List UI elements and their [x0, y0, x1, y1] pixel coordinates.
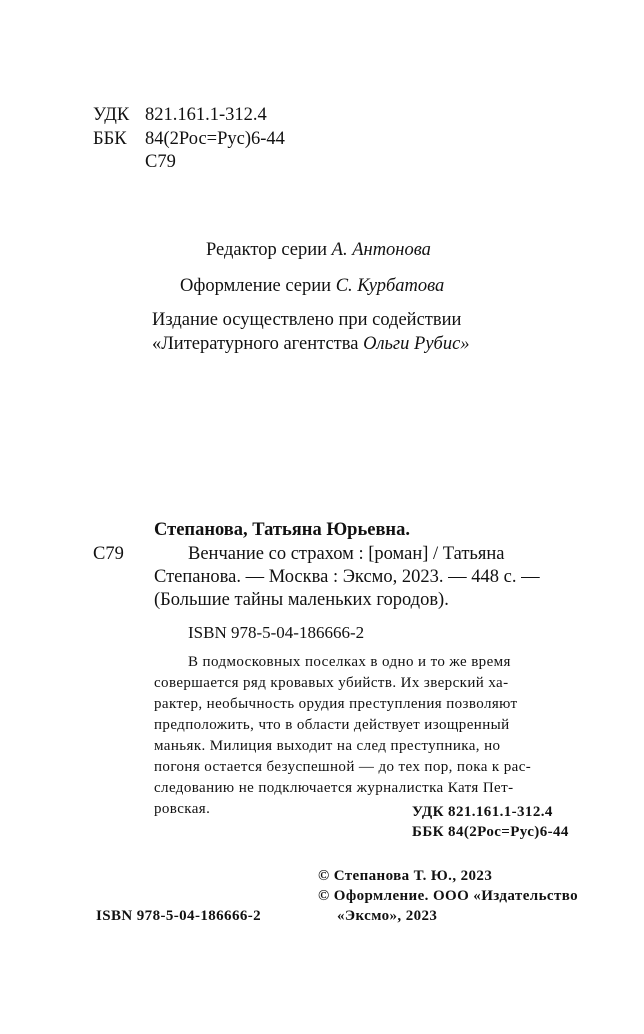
udk-label: УДК — [93, 105, 130, 125]
series-editor-label: Редактор серии — [206, 240, 328, 260]
bbk-label: ББК — [93, 129, 127, 149]
copyright-design-line-2: «Эксмо», 2023 — [337, 908, 438, 924]
bib-line-1: Венчание со страхом : [роман] / Татьяна — [188, 544, 505, 564]
support-line-1: Издание осуществлено при содействии — [152, 310, 462, 330]
author-heading: Степанова, Татьяна Юрьевна. — [154, 520, 410, 540]
agency-name: Ольги Рубис» — [363, 334, 470, 354]
annotation-line-5: маньяк. Милиция выходит на след преступника, но — [154, 738, 501, 754]
series-design-line — [180, 274, 444, 298]
udk-line-record: УДК 821.161.1-312.4 — [412, 804, 553, 820]
bbk-line-record: ББК 84(2Рос=Рус)6-44 — [412, 824, 569, 840]
author-sign-top: С79 — [145, 152, 176, 172]
isbn-record: ISBN 978-5-04-186666-2 — [188, 623, 365, 642]
bib-line-2: Степанова. — Москва : Эксмо, 2023. — 448 с. — — [154, 567, 540, 587]
bbk-value: 84(2Рос=Рус)6-44 — [145, 129, 285, 149]
copyright-author: © Степанова Т. Ю., 2023 — [318, 868, 493, 884]
series-editor-line — [206, 238, 431, 262]
bib-line-3: (Большие тайны маленьких городов). — [154, 590, 449, 610]
annotation-line-4: предположить, что в области действует изощренный — [154, 717, 510, 733]
author-sign-record: С79 — [93, 544, 124, 564]
copyright-design-line-1: © Оформление. ООО «Издательство — [318, 888, 579, 904]
annotation-line-8: ровская. — [154, 801, 211, 817]
bbk-line-top — [93, 127, 285, 151]
isbn-footer: ISBN 978-5-04-186666-2 — [96, 908, 262, 924]
series-design-name: С. Курбатова — [335, 276, 445, 296]
series-editor-name: А. Антонова — [331, 240, 431, 260]
support-line-2 — [152, 332, 470, 356]
annotation-line-1: В подмосковных поселках в одно и то же время — [188, 654, 511, 670]
annotation-line-3: рактер, необычность орудия преступления позволяют — [154, 696, 518, 712]
annotation-line-7: следованию не подключается журналистка Катя Пет- — [154, 780, 514, 796]
udk-value: 821.161.1-312.4 — [145, 105, 267, 125]
annotation-line-2: совершается ряд кровавых убийств. Их зверский ха- — [154, 675, 509, 691]
annotation-line-6: погоня остается безуспешной — до тех пор, пока к рас- — [154, 759, 532, 775]
series-design-label: Оформление серии — [180, 276, 332, 296]
udk-line-top — [93, 103, 267, 127]
support-line-2-prefix: «Литературного агентства — [152, 334, 364, 354]
